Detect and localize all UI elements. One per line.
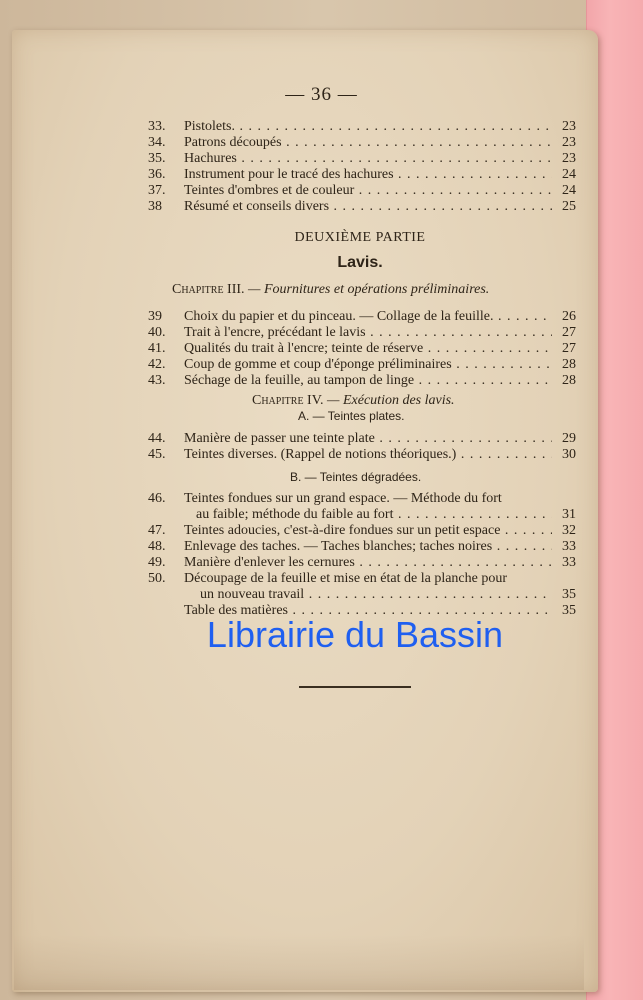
entry-title: Séchage de la feuille, au tampon de linge . . .: [184, 372, 552, 389]
entry-title: Découpage de la feuille et mise en état de la planche pour: [184, 571, 508, 586]
entry-number: 41.: [148, 341, 166, 356]
entry-page: 33: [562, 555, 576, 570]
toc-entry: [148, 198, 576, 215]
entry-title: Teintes d'ombres et de couleur . . .: [184, 182, 552, 199]
toc-entry: [148, 166, 576, 183]
toc-entry: [148, 430, 576, 447]
entry-page: 35: [562, 603, 576, 618]
entry-number: 37.: [148, 183, 166, 198]
entry-page: 24: [562, 183, 576, 198]
entry-title: Teintes diverses. (Rappel de notions théoriques.) . . .: [184, 446, 552, 463]
entry-number: 42.: [148, 357, 166, 372]
toc-entry: [148, 372, 576, 389]
entry-page: 32: [562, 523, 576, 538]
entry-number: 33.: [148, 119, 166, 134]
toc-entry: [148, 356, 576, 373]
entry-page: 31: [562, 507, 576, 522]
entry-number: 38: [148, 199, 162, 214]
toc-entry: [148, 490, 576, 507]
toc-entry: [148, 446, 576, 463]
subhead-a: A. — Teintes plates.: [298, 409, 405, 423]
entry-page: 29: [562, 431, 576, 446]
chapter-4-heading: [252, 393, 455, 409]
toc-entry: [148, 340, 576, 357]
entry-title: Teintes fondues sur un grand espace. — Méthode du fort: [184, 491, 502, 506]
entry-page: 23: [562, 135, 576, 150]
toc-entry: [148, 134, 576, 151]
entry-number: 36.: [148, 167, 166, 182]
entry-page: 33: [562, 539, 576, 554]
entry-title: Manière de passer une teinte plate . . .: [184, 430, 552, 447]
toc-entry: [148, 324, 576, 341]
chapter-label: Chapitre III.: [172, 282, 245, 297]
entry-page: 27: [562, 341, 576, 356]
entry-page: 30: [562, 447, 576, 462]
entry-page: 28: [562, 373, 576, 388]
librairie-watermark: Librairie du Bassin: [206, 614, 504, 655]
entry-page: 24: [562, 167, 576, 182]
toc-entry: [148, 554, 576, 571]
entry-title: Coup de gomme et coup d'éponge préliminaires . . .: [184, 356, 552, 373]
closing-rule: [299, 686, 411, 688]
subhead-b: B. — Teintes dégradées.: [290, 470, 422, 484]
toc-entry: [148, 538, 576, 555]
toc-entry: [148, 150, 576, 167]
entry-number: 43.: [148, 373, 166, 388]
chapter-3-heading: [172, 282, 489, 298]
entry-title: Teintes adoucies, c'est-à-dire fondues sur un petit espace . . .: [184, 522, 552, 539]
entry-title: Pistolets. . . .: [184, 118, 552, 135]
entry-number: 44.: [148, 431, 166, 446]
entry-page: 28: [562, 357, 576, 372]
entry-number: 47.: [148, 523, 166, 538]
chapter-title: — Fournitures et opérations préliminaires.: [248, 282, 490, 297]
entry-title: Enlevage des taches. — Taches blanches; taches noires . . .: [184, 538, 552, 555]
entry-number: 35.: [148, 151, 166, 166]
entry-number: 49.: [148, 555, 166, 570]
entry-title: Hachures . . .: [184, 150, 552, 167]
chapter-label: Chapitre IV.: [252, 393, 324, 408]
toc-entry: [148, 182, 576, 199]
entry-title: Trait à l'encre, précédant le lavis . . .: [184, 324, 552, 341]
entry-page: 27: [562, 325, 576, 340]
entry-page: 23: [562, 119, 576, 134]
entry-title: Qualités du trait à l'encre; teinte de réserve . . .: [184, 340, 552, 357]
entry-number: 46.: [148, 491, 166, 506]
entry-page: 35: [562, 587, 576, 602]
entry-page: 26: [562, 309, 576, 324]
chapter-title: — Exécution des lavis.: [327, 393, 455, 408]
entry-title: Instrument pour le tracé des hachures . . .: [184, 166, 552, 183]
entry-number: 50.: [148, 571, 166, 586]
entry-title: au faible; méthode du faible au fort . . .: [196, 506, 552, 523]
entry-title: Manière d'enlever les cernures . . .: [184, 554, 552, 571]
page-number: — 36 —: [285, 84, 358, 105]
entry-title: un nouveau travail . . .: [200, 586, 552, 603]
toc-entry: [148, 308, 576, 325]
toc-entry-continued: [148, 586, 576, 603]
entry-title: Patrons découpés . . .: [184, 134, 552, 151]
entry-title: Table des matières . . .: [184, 602, 552, 619]
entry-number: 45.: [148, 447, 166, 462]
part-title: DEUXIÈME PARTIE: [294, 230, 426, 245]
toc-entry: [148, 118, 576, 135]
entry-title: Choix du papier et du pinceau. — Collage de la feuille. . . .: [184, 308, 552, 325]
entry-page: 23: [562, 151, 576, 166]
entry-number: 34.: [148, 135, 166, 150]
toc-entry: [148, 522, 576, 539]
entry-number: 48.: [148, 539, 166, 554]
toc-entry: [148, 570, 576, 587]
part-subtitle: Lavis.: [337, 254, 383, 271]
entry-number: 40.: [148, 325, 166, 340]
entry-title: Résumé et conseils divers . . .: [184, 198, 552, 215]
entry-number: 39: [148, 309, 162, 324]
toc-entry-continued: [148, 506, 576, 523]
entry-page: 25: [562, 199, 576, 214]
